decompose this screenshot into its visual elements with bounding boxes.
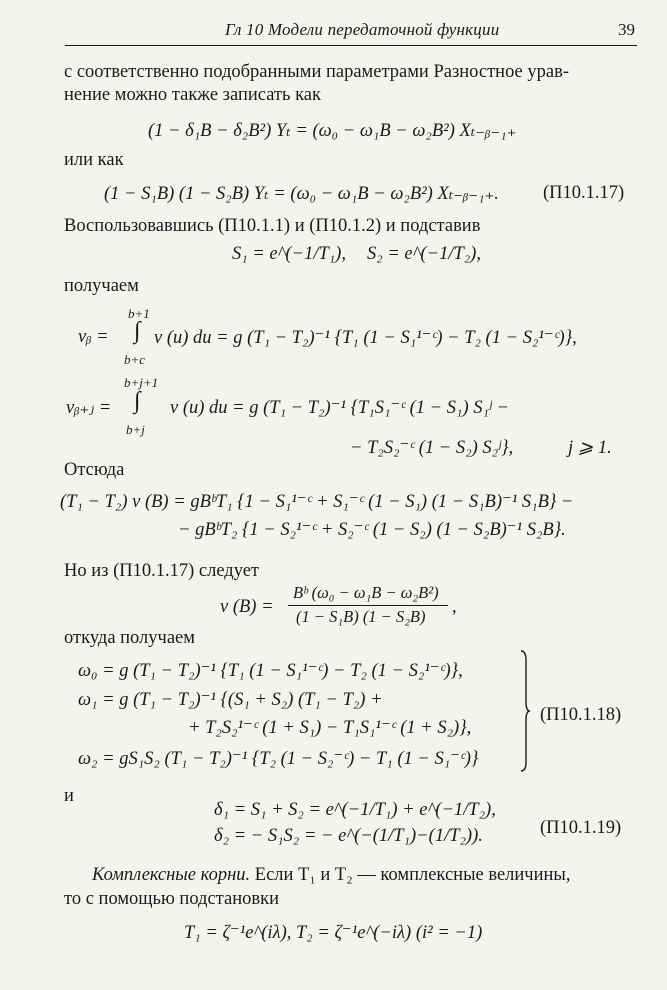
header-rule [65,45,637,46]
equation-vB-line1: (T₁ − T₂) v (B) = gBᵇT₁ {1 − S₁¹⁻ᶜ + S₁⁻ᶜ (1 − S₁) (1 − S₁B)⁻¹ S₁B} − [60,492,574,512]
equation-vbj-lhs: vᵦ₊ⱼ = [66,398,112,418]
equation-difference-1: (1 − δ₁B − δ₂B²) Yₜ = (ω₀ − ω₁B − ω₂B²) Xₜ₋ᵦ₋₁₊ [148,121,517,141]
paragraph-line: Отсюда [64,460,125,480]
equation-substitution: T₁ = ζ⁻¹e^(iλ), T₂ = ζ⁻¹e^(−iλ) (i² = −1) [184,923,483,943]
integral-lower-limit: b+c [124,352,146,367]
integral-sign: ∫ [134,318,141,344]
equation-vB-frac-lhs: v (B) = [220,597,274,617]
equation-number: (П10.1.17) [543,183,625,203]
equation-delta1: δ₁ = S₁ + S₂ = e^(−1/T₁) + e^(−1/T₂), [214,800,496,820]
page-number: 39 [618,20,635,39]
paragraph-line: откуда получаем [64,628,195,648]
integral-sign: ∫ [134,388,141,414]
paragraph-line: или как [64,150,124,170]
system-right-brace [520,650,530,772]
equation-difference-2: (1 − S₁B) (1 − S₂B) Yₜ = (ω₀ − ω₁B − ω₂B²) Xₜ₋ᵦ₋₁₊. [104,184,499,204]
integral-upper-limit: b+1 [128,306,150,321]
running-header [65,18,637,44]
system-omega1-line1: ω₁ = g (T₁ − T₂)⁻¹ {(S₁ + S₂) (T₁ − T₂) + [78,690,383,710]
system-omega1-line2: + T₂S₂¹⁻ᶜ (1 + S₁) − T₁S₁¹⁻ᶜ (1 + S₂)}, [188,718,472,738]
equation-s1: S₁ = e^(−1/T₁), [232,244,346,264]
paragraph-line: и [64,786,74,806]
running-header-title: Гл 10 Модели передаточной функции [225,20,500,39]
system-omega0: ω₀ = g (T₁ − T₂)⁻¹ {T₁ (1 − S₁¹⁻ᶜ) − T₂ (1 − S₂¹⁻ᶜ)}, [78,661,463,681]
equation-vb-rhs: v (u) du = g (T₁ − T₂)⁻¹ {T₁ (1 − S₁¹⁻ᶜ) − T₂ (1 − S₂¹⁻ᶜ)}, [154,328,577,348]
fraction-denominator: (1 − S₁B) (1 − S₂B) [296,607,426,626]
equation-delta2: δ₂ = − S₁S₂ = − e^(−(1/T₁)−(1/T₂)). [214,826,483,846]
integral-lower-limit: b+j [126,422,145,437]
paragraph-line: Но из (П10.1.17) следует [64,561,259,581]
paragraph-line: то с помощью подстановки [64,889,279,909]
fraction-numerator: Bᵇ (ω₀ − ω₁B − ω₂B²) [293,583,439,602]
equation-vbj-rhs-line1: v (u) du = g (T₁ − T₂)⁻¹ {T₁S₁⁻ᶜ (1 − S₁) S₁ʲ − [170,398,510,418]
paragraph-line [92,865,570,886]
equation-vbj-condition: j ⩾ 1. [568,438,612,458]
paragraph-line: с соответственно подобранными параметрами Разностное урав- [64,62,569,82]
fraction-tail: , [452,597,457,617]
equation-vb-lhs: vᵦ = [78,327,109,347]
paragraph-italic-heading: Комплексные корни. [92,865,251,885]
integral-upper-limit: b+j+1 [124,375,159,390]
paragraph-line: нение можно также записать как [64,85,321,105]
fraction-bar [288,605,448,606]
paragraph-text: Если T₁ и T₂ — комплексные величины, [250,865,571,885]
equation-s2: S₂ = e^(−1/T₂), [367,244,481,264]
equation-number: (П10.1.18) [540,705,622,725]
equation-number: (П10.1.19) [540,818,622,838]
equation-vB-line2: − gBᵇT₂ {1 − S₂¹⁻ᶜ + S₂⁻ᶜ (1 − S₂) (1 − S₂B)⁻¹ S₂B}. [178,520,566,540]
equation-vbj-rhs-line2: − T₂S₂⁻ᶜ (1 − S₂) S₂ʲ}, [350,438,514,458]
paragraph-line: получаем [64,276,139,296]
paragraph-line: Воспользовавшись (П10.1.1) и (П10.1.2) и подставив [64,216,481,236]
system-omega2: ω₂ = gS₁S₂ (T₁ − T₂)⁻¹ {T₂ (1 − S₂⁻ᶜ) − T₁ (1 − S₁⁻ᶜ)} [78,749,479,769]
